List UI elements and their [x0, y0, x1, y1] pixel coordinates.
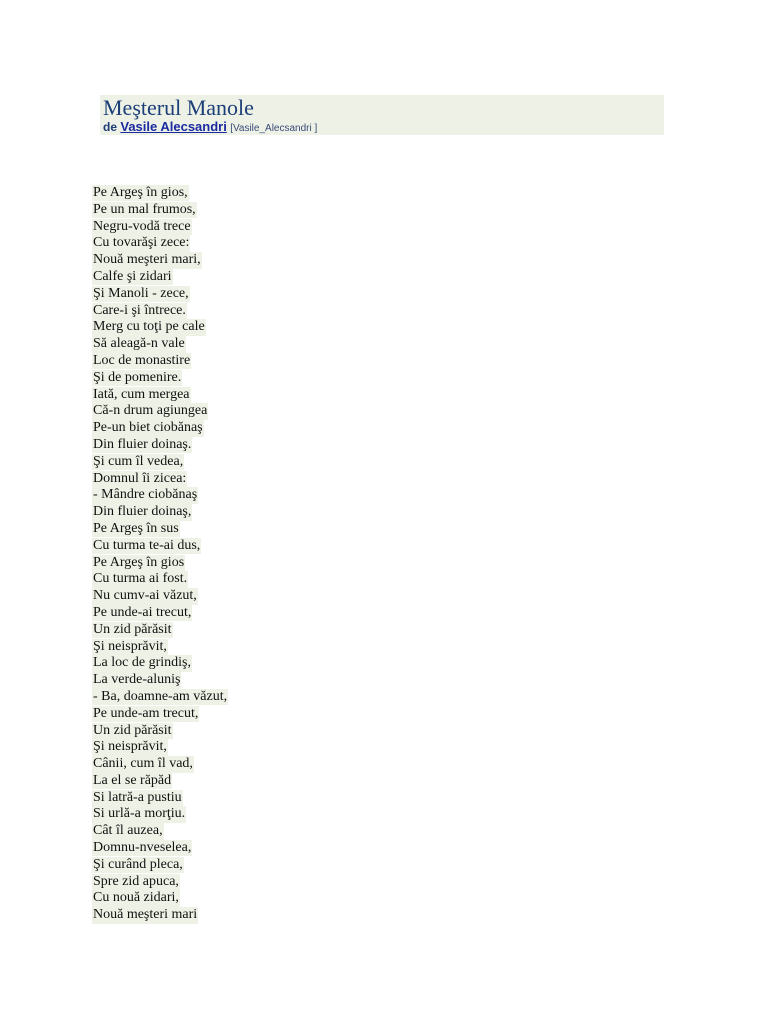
poem-line — [92, 318, 228, 335]
author-link[interactable]: Vasile Alecsandri — [120, 119, 227, 134]
poem-line — [92, 537, 228, 554]
poem-line — [92, 201, 228, 218]
poem-line — [92, 503, 228, 520]
poem-line-text: Pe Argeş în sus — [93, 520, 179, 536]
poem-line-text: Şi Manoli - zece, — [93, 285, 189, 301]
poem-line-text: Si latră-a pustiu — [93, 789, 182, 805]
poem-line-text: Un zid părăsit — [93, 621, 172, 637]
poem-line-text: Cu tovarăşi zece: — [93, 235, 190, 251]
poem-line-text: Domnu-nveselea, — [93, 840, 192, 856]
poem-line — [92, 184, 228, 201]
poem-line — [92, 335, 228, 352]
title-banner — [100, 95, 664, 135]
poem-line-text: - Mândre ciobănaş — [93, 487, 198, 503]
poem-line — [92, 839, 228, 856]
poem-line-text: Merg cu toţi pe cale — [93, 319, 205, 335]
poem-line — [92, 587, 228, 604]
poem-line-text: Şi curând pleca, — [93, 856, 183, 872]
poem-line — [92, 789, 228, 806]
poem-line — [92, 889, 228, 906]
poem-line-text: Şi neisprăvit, — [93, 739, 167, 755]
poem-line — [92, 486, 228, 503]
poem-line — [92, 654, 228, 671]
poem-line-text: Să aleagă-n vale — [93, 336, 185, 352]
poem-line — [92, 805, 228, 822]
poem-line — [92, 218, 228, 235]
poem-line-text: Din fluier doinaş. — [93, 436, 192, 452]
poem-line — [92, 302, 228, 319]
poem-line-text: Cât îl auzea, — [93, 823, 163, 839]
poem-line — [92, 755, 228, 772]
poem-line — [92, 268, 228, 285]
poem-line — [92, 772, 228, 789]
poem-line-text: Din fluier doinaş, — [93, 504, 192, 520]
poem-line-text: La verde-aluniş — [93, 672, 181, 688]
poem-line-text: Nouă meşteri mari, — [93, 252, 201, 268]
poem-line — [92, 638, 228, 655]
poem-line-text: Pe-un biet ciobănaş — [93, 420, 203, 436]
poem-line-text: Negru-vodă trece — [93, 218, 191, 234]
poem-line-text: Calfe şi zidari — [93, 268, 172, 284]
poem-line-text: Că-n drum agiungea — [93, 403, 208, 419]
poem-line — [92, 570, 228, 587]
poem-line-text: Şi de pomenire. — [93, 369, 182, 385]
poem-line — [92, 251, 228, 268]
poem-line-text: Pe unde-am trecut, — [93, 705, 199, 721]
poem-line — [92, 419, 228, 436]
poem-line-text: Şi neisprăvit, — [93, 638, 167, 654]
poem-line-text: Iată, cum mergea — [93, 386, 190, 402]
poem-line — [92, 554, 228, 571]
poem-line-text: Cu turma te-ai dus, — [93, 537, 201, 553]
poem-line — [92, 470, 228, 487]
poem-line-text: Nu cumv-ai văzut, — [93, 588, 197, 604]
poem-line-text: Pe Argeş în gios, — [93, 185, 188, 200]
poem-line — [92, 738, 228, 755]
poem-line — [92, 822, 228, 839]
poem-line-text: - Ba, doamne-am văzut, — [93, 688, 228, 704]
poem-line-text: Cânii, cum îl vad, — [93, 756, 193, 772]
poem-line — [92, 453, 228, 470]
poem-line — [92, 369, 228, 386]
poem-line — [92, 352, 228, 369]
poem-line-text: Spre zid apuca, — [93, 873, 179, 889]
author-reference: [Vasile_Alecsandri ] — [230, 123, 318, 134]
poem-line-text: Un zid părăsit — [93, 722, 172, 738]
poem-line — [92, 906, 228, 923]
poem-line — [92, 856, 228, 873]
poem-line-text: Şi cum îl vedea, — [93, 453, 184, 469]
poem-line — [92, 520, 228, 537]
byline-prefix: de — [103, 120, 118, 134]
poem-line — [92, 436, 228, 453]
poem-line-text: Loc de monastire — [93, 352, 191, 368]
poem-line — [92, 705, 228, 722]
poem-line — [92, 621, 228, 638]
poem-line — [92, 688, 228, 705]
poem-line-text: Pe un mal frumos, — [93, 201, 196, 217]
byline — [103, 120, 664, 136]
poem-line — [92, 873, 228, 890]
poem-text — [92, 184, 228, 923]
poem-line-text: La el se răpăd — [93, 772, 172, 788]
poem-line — [92, 386, 228, 403]
poem-line — [92, 671, 228, 688]
poem-line-text: La loc de grindiş, — [93, 655, 191, 671]
poem-line-text: Domnul îi zicea: — [93, 470, 187, 486]
poem-line-text: Cu nouă zidari, — [93, 890, 179, 906]
poem-line-text: Cu turma ai fost. — [93, 571, 188, 587]
page-title: Meşterul Manole — [103, 95, 254, 120]
poem-line-text: Pe Argeş în gios — [93, 554, 185, 570]
poem-line — [92, 234, 228, 251]
poem-line-text: Pe unde-ai trecut, — [93, 604, 192, 620]
poem-line — [92, 604, 228, 621]
poem-line-text: Nouă meşteri mari — [93, 907, 198, 923]
poem-line — [92, 722, 228, 739]
poem-line-text: Si urlă-a morţiu. — [93, 806, 186, 822]
poem-line — [92, 285, 228, 302]
poem-line — [92, 402, 228, 419]
poem-line-text: Care-i şi întrece. — [93, 302, 186, 318]
